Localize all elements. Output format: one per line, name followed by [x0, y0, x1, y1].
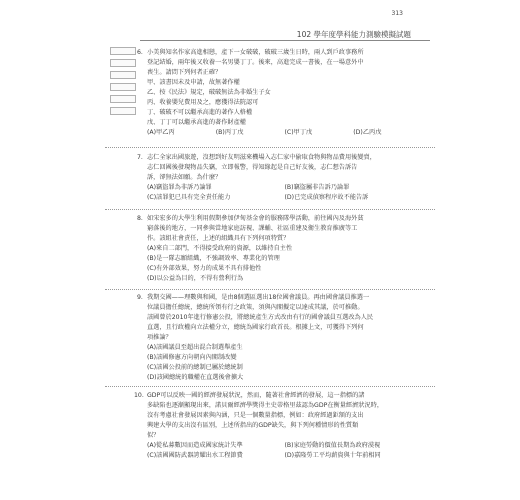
- option-b[interactable]: (B)家庭勞動的價值長期為政府漠視: [284, 442, 381, 449]
- option-a[interactable]: (A)該國議員至超出混合制選舉產生: [147, 344, 243, 351]
- option-b[interactable]: (B)竊盜屬非告訴乃論罪: [284, 184, 350, 191]
- question-9: [137, 293, 422, 383]
- question-divider: [105, 147, 435, 148]
- stem-line: 小美與知名作家高進相戀，產下一女破破，破破三歲生日時，兩人到戶政事務所: [147, 49, 364, 56]
- question-divider: [105, 209, 435, 210]
- question-10: [134, 391, 422, 461]
- option-c[interactable]: (C)甲丁戊: [284, 129, 313, 136]
- question-divider: [105, 386, 435, 387]
- option-c[interactable]: (C)有外部效果，努力的成果不具有排他性: [147, 265, 262, 272]
- stem-line: 志仁全家出國旅遊，沒想到好友明滋來機場入志仁家中偷取食物與物品費用後變賣，: [147, 154, 376, 161]
- stem-line: 作。該組社會責任，上述的組織具有下列何項特質？: [147, 235, 290, 242]
- question-number: 9.: [137, 294, 143, 301]
- question-number: 7.: [137, 154, 143, 161]
- option-b[interactable]: (B)該國修憲方向朝向內閣制改變: [147, 354, 237, 361]
- option-b[interactable]: (B)丙丁戊: [215, 129, 244, 136]
- question-divider: [105, 289, 435, 290]
- answer-options: [147, 183, 422, 203]
- stem-line: GDP可以反映一國的經濟發展狀況，然而，隨著社會經濟的發展，這一指標的諸: [147, 392, 365, 399]
- running-header: 102 學年度學科能力測驗模擬試題: [296, 30, 411, 39]
- stem-line: 似？: [147, 432, 160, 439]
- question-number: 10.: [134, 392, 144, 399]
- stem-line: 項推論？: [147, 334, 172, 341]
- option-c[interactable]: (C)該國國防武器誇耀出水工程節費: [147, 452, 243, 459]
- answer-box[interactable]: [110, 47, 136, 55]
- option-a[interactable]: (A)甲乙丙: [147, 129, 175, 136]
- question-8: [137, 214, 422, 284]
- statement-item: 丁、破破不可以繼承高進的著作人格權: [147, 109, 253, 116]
- answer-box[interactable]: [110, 71, 136, 79]
- statement-item: 甲、該書因未及申請，故無著作權: [147, 79, 240, 86]
- question-stem: [147, 48, 422, 78]
- stem-line: 沒有考慮社會發展因素與內涵，只是一個數量指標，例如：政府經過鉅額的支出: [147, 412, 364, 419]
- option-c[interactable]: (C)該罪犯已具有完全責任能力: [147, 194, 231, 201]
- stem-line: 興建大學的支出沒有區別，上述所指出的GDP缺失，與下列何種情形的性質類: [147, 422, 359, 429]
- option-a[interactable]: (A)從私募數因而造成國家統計失準: [147, 442, 243, 449]
- statement-item: 乙、按《民法》規定，破破無法為非婚生子女: [147, 89, 271, 96]
- answer-box[interactable]: [110, 107, 136, 115]
- option-d[interactable]: (D)該國總統的職權在直選後會擴大: [147, 374, 244, 381]
- question-number: 6.: [137, 49, 143, 56]
- stem-line: 我期交國——理數與和國，是由8個選區選出18位國會議員。再由國會議員推選一: [147, 294, 370, 301]
- option-d[interactable]: (D)以公益為目的，不得有營利行為: [147, 275, 244, 282]
- page-number: 313: [391, 10, 403, 17]
- stem-line: 如宋宏多的大學生利用假期參加伊甸基金會的服務隊學活動，前往國內及海外貧: [147, 215, 364, 222]
- stem-line: 窮落後的地方，一同參與當地家庭訪視、課輔、社區重建及衛生教育推廣等工: [147, 225, 358, 232]
- question-number: 8.: [137, 215, 143, 222]
- answer-options: [147, 441, 422, 461]
- stem-line: 訴，卻無法如願。為什麼？: [147, 174, 222, 181]
- stem-line: 志仁回國後發現物品失竊，立即報警，得知緣起是自己好友後，志仁想告訴告: [147, 164, 358, 171]
- stem-line: 多缺陷也逐漸顯現出來，諾貝爾經濟學獎得主史蒂格里茲認為GDP在衡量經濟狀況時，: [147, 402, 384, 409]
- stem-line: 位議員擔任總統，總統所領有行之政策，須與內閣擬定以達成其議，於可推動。: [147, 304, 364, 311]
- stem-line: 喪生。請問下列何者正確？: [147, 69, 222, 76]
- header-rule: [140, 40, 430, 41]
- stem-line: 登記結婚，兩年後又收養一名男嬰丁丁。後來，高進完成一書後，在一場意外中: [147, 59, 364, 66]
- answer-box[interactable]: [110, 95, 136, 103]
- option-d[interactable]: (D)乙丙戊: [353, 129, 382, 136]
- stem-line: 該國曾於2010年進行修憲公投，將總統產生方式改由有行的國會議員互選改為人民: [147, 314, 374, 321]
- option-b[interactable]: (B)是一隊志願組織，不強調效率、專業化的管理: [147, 255, 280, 262]
- answer-options: [147, 128, 422, 138]
- answer-box[interactable]: [110, 83, 136, 91]
- option-a[interactable]: (A)來自二部門，不得接受政府的資源，以維持自主性: [147, 245, 293, 252]
- option-d[interactable]: (D)已完成偵察程序故不能告訴: [284, 194, 369, 201]
- stem-line: 直選，且行政權向立法權分立，總統為國家行政首長。根據上文，可獲得下列何: [147, 324, 364, 331]
- option-a[interactable]: (A)竊盜罪為非訴乃論罪: [147, 184, 212, 191]
- option-c[interactable]: (C)該國公投前的總制已屬於總統制: [147, 364, 243, 371]
- statement-item: 丙、收養嬰兒費用及之，應獲得法院認可: [147, 99, 259, 106]
- answer-box[interactable]: [110, 59, 136, 67]
- statement-item: 戊、丁丁可以繼承高進的著作財產權: [147, 119, 246, 126]
- option-d[interactable]: (D)嘉隆勞工平均薪資與十年前相同: [284, 452, 381, 459]
- question-6: [137, 48, 422, 138]
- question-7: [137, 153, 422, 203]
